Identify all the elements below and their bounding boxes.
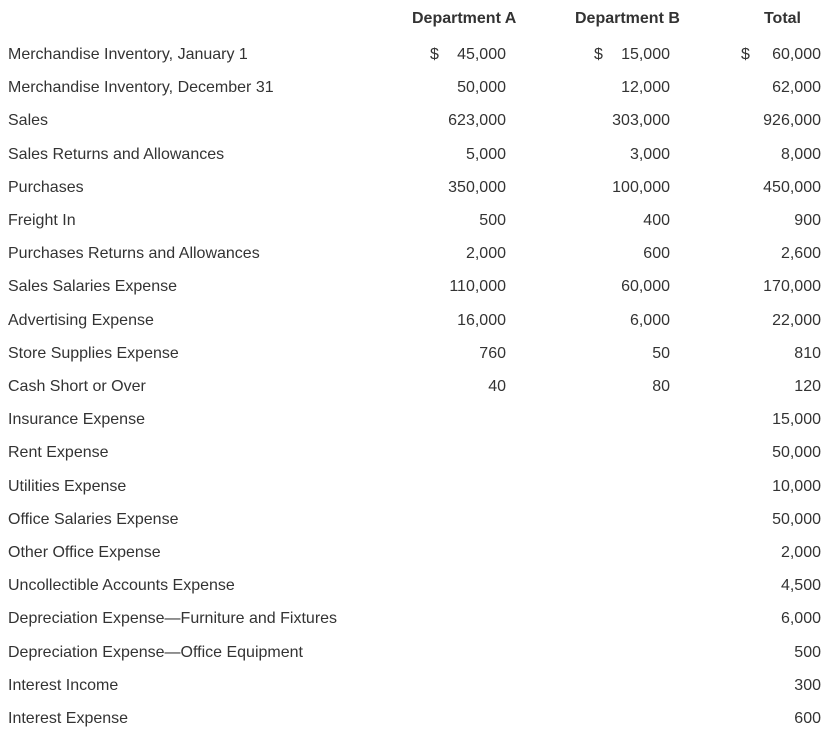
table-row — [0, 339, 831, 372]
table-row — [0, 73, 831, 106]
row-label: Freight In — [8, 212, 76, 229]
total-value: 600 — [794, 710, 821, 727]
table-row — [0, 206, 831, 239]
table-row — [0, 140, 831, 173]
table-header — [0, 0, 831, 40]
department-b-value: 6,000 — [629, 311, 670, 329]
department-a-value: 500 — [479, 212, 506, 229]
row-label: Interest Income — [8, 676, 119, 694]
department-a-value: 2,000 — [465, 245, 506, 263]
table-row — [0, 272, 831, 305]
total-value: 810 — [794, 344, 821, 362]
department-b-value: 400 — [643, 212, 670, 229]
row-label: Merchandise Inventory, January 1 — [8, 46, 248, 63]
total-value: 50,000 — [772, 444, 821, 462]
row-label: Sales — [8, 112, 49, 130]
currency-symbol: $ — [594, 46, 603, 63]
department-b-value: 12,000 — [621, 79, 670, 97]
row-label: Office Salaries Expense — [8, 510, 179, 528]
row-label: Merchandise Inventory, December 31 — [8, 79, 274, 97]
row-label: Advertising Expense — [8, 311, 154, 329]
total-value: 900 — [794, 212, 821, 229]
total-value: 2,000 — [780, 544, 821, 561]
row-label: Purchases Returns and Allowances — [8, 245, 260, 263]
total-value: 6,000 — [780, 610, 821, 628]
table-row — [0, 704, 831, 737]
header-total: Total — [763, 10, 801, 27]
department-a-value: 110,000 — [449, 278, 506, 296]
total-value: 62,000 — [772, 79, 821, 97]
header-department-b: Department B — [575, 10, 680, 27]
total-value: 10,000 — [772, 477, 821, 495]
total-value: 2,600 — [780, 245, 821, 263]
department-b-value: 50 — [652, 344, 670, 362]
row-label: Uncollectible Accounts Expense — [8, 577, 235, 595]
department-b-value: 600 — [643, 245, 670, 263]
total-value: 60,000 — [772, 46, 821, 63]
currency-symbol: $ — [430, 46, 439, 63]
table-row — [0, 671, 831, 704]
table-row — [0, 372, 831, 405]
row-label: Interest Expense — [8, 710, 129, 727]
total-value: 4,500 — [780, 577, 821, 595]
department-a-value: 16,000 — [457, 311, 506, 329]
table-row — [0, 638, 831, 671]
department-b-value: 60,000 — [621, 278, 670, 296]
row-label: Cash Short or Over — [8, 378, 146, 395]
table-row — [0, 438, 831, 471]
department-a-value: 50,000 — [457, 79, 506, 97]
total-value: 450,000 — [763, 178, 821, 196]
row-label: Store Supplies Expense — [8, 344, 179, 362]
department-a-value: 45,000 — [457, 46, 506, 63]
table-row — [0, 306, 831, 339]
row-label: Insurance Expense — [8, 411, 145, 429]
total-value: 500 — [794, 643, 821, 661]
table-row — [0, 571, 831, 604]
row-label: Depreciation Expense—Office Equipment — [8, 643, 303, 661]
department-b-value: 15,000 — [621, 46, 670, 63]
department-a-value: 623,000 — [448, 112, 506, 130]
department-a-value: 760 — [479, 344, 506, 362]
total-value: 170,000 — [763, 278, 821, 296]
department-a-value: 5,000 — [465, 145, 506, 163]
currency-symbol: $ — [741, 46, 750, 63]
department-a-value: 350,000 — [448, 178, 506, 196]
row-label: Utilities Expense — [8, 477, 127, 495]
department-b-value: 3,000 — [629, 145, 670, 163]
total-value: 120 — [794, 378, 821, 395]
row-label: Depreciation Expense—Furniture and Fixtures — [8, 610, 338, 628]
total-value: 300 — [794, 676, 821, 694]
row-label: Sales Returns and Allowances — [8, 145, 225, 163]
table-row — [0, 405, 831, 438]
table-row — [0, 604, 831, 637]
total-value: 15,000 — [772, 411, 821, 429]
table-row — [0, 239, 831, 272]
total-value: 8,000 — [780, 145, 821, 163]
total-value: 926,000 — [763, 112, 821, 130]
header-department-a: Department A — [412, 10, 517, 27]
table-row — [0, 505, 831, 538]
department-b-value: 80 — [652, 378, 670, 395]
department-b-value: 303,000 — [612, 112, 670, 130]
department-a-value: 40 — [488, 378, 506, 395]
table-row — [0, 106, 831, 139]
table-row — [0, 472, 831, 505]
table-row — [0, 173, 831, 206]
row-label: Other Office Expense — [8, 544, 161, 561]
row-label: Sales Salaries Expense — [8, 278, 177, 296]
row-label: Purchases — [8, 178, 84, 196]
table-row — [0, 40, 831, 73]
row-label: Rent Expense — [8, 444, 109, 462]
total-value: 22,000 — [772, 311, 821, 329]
table-row — [0, 538, 831, 571]
department-b-value: 100,000 — [612, 178, 670, 196]
total-value: 50,000 — [772, 510, 821, 528]
